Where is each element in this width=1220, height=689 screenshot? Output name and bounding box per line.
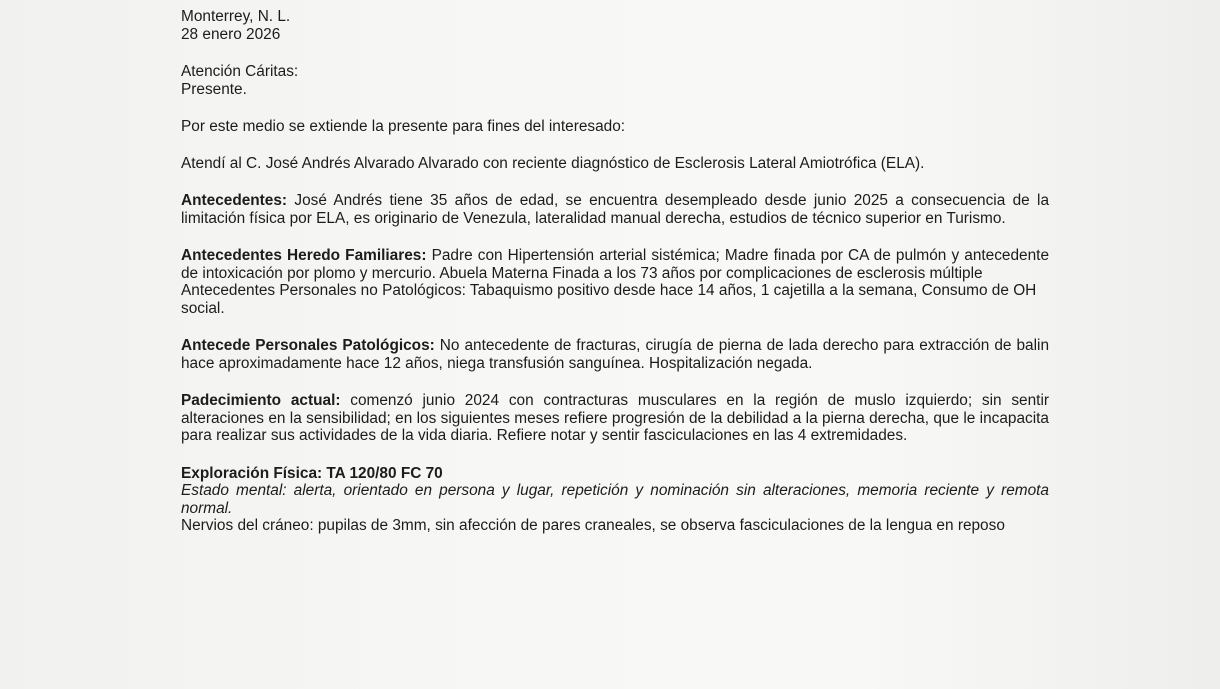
addressee-line: Atención Cáritas: <box>181 63 299 80</box>
letter-body <box>181 8 1049 535</box>
date-line: 28 enero 2026 <box>181 25 281 43</box>
heredo-text: Padre con Hipertensión arterial sistémica; Madre finada por CA de pulmón y antecedente de intoxicación por plomo y mercurio. Abuela Materna Finada a los 73 años por complicaciones de esclerosis múltiple <box>181 247 1050 282</box>
antecedentes-text: José Andrés tiene 35 años de edad, se encuentra desempleado desde junio 2025 a consecuencia de la limitación física por ELA, es originario de Venezula, lateralidad manual derecha, estudios de técnico superior en Turismo. <box>181 192 1049 227</box>
exploracion-heading: Exploración Física: TA 120/80 FC 70 <box>181 464 443 482</box>
padecimiento-paragraph <box>181 392 1049 445</box>
padecimiento-text: comenzó junio 2024 con contracturas musculares en la región de muslo izquierdo; sin sentir alteraciones en la sensibilidad; en los siguientes meses refiere progresión de la debilidad a la pierna derecha, que le incapacita para realizar sus actividades de la vida diaria. Refiere notar y sentir fasciculaciones en las 4 extremidades. <box>181 392 1049 444</box>
heredo-familiares-paragraph <box>181 247 1049 282</box>
nervios-paragraph: Nervios del cráneo: pupilas de 3mm, sin afección de pares craneales, se observa fasciculaciones de la lengua en reposo <box>181 517 1005 534</box>
attended-paragraph: Atendí al C. José Andrés Alvarado Alvarado con reciente diagnóstico de Esclerosis Lateral Amiotrófica (ELA). <box>181 154 925 172</box>
patologicos-text: No antecedente de fracturas, cirugía de pierna de lada derecho para extracción de balin hace aproximadamente hace 12 años, niega transfusión sanguínea. Hospitalización negada. <box>181 337 1049 372</box>
padecimiento-label: Padecimiento actual: <box>181 392 341 409</box>
intro-paragraph: Por este medio se extiende la presente para fines del interesado: <box>181 118 626 135</box>
antecedentes-paragraph <box>181 192 1049 227</box>
antecedentes-label: Antecedentes: <box>181 192 288 209</box>
no-patologicos-paragraph: Antecedentes Personales no Patológicos: Tabaquismo positivo desde hace 14 años, 1 cajetilla a la semana, Consumo de OH social. <box>181 282 1037 317</box>
city-line: Monterrey, N. L. <box>181 8 291 25</box>
patologicos-label: Antecede Personales Patológicos: <box>181 337 435 354</box>
heredo-label: Antecedentes Heredo Familiares: <box>181 247 427 264</box>
estado-mental-paragraph: Estado mental: alerta, orientado en persona y lugar, repetición y nominación sin alteraciones, memoria reciente y remota normal. <box>181 482 1049 517</box>
patologicos-paragraph <box>181 337 1049 372</box>
presente-line: Presente. <box>181 80 247 98</box>
